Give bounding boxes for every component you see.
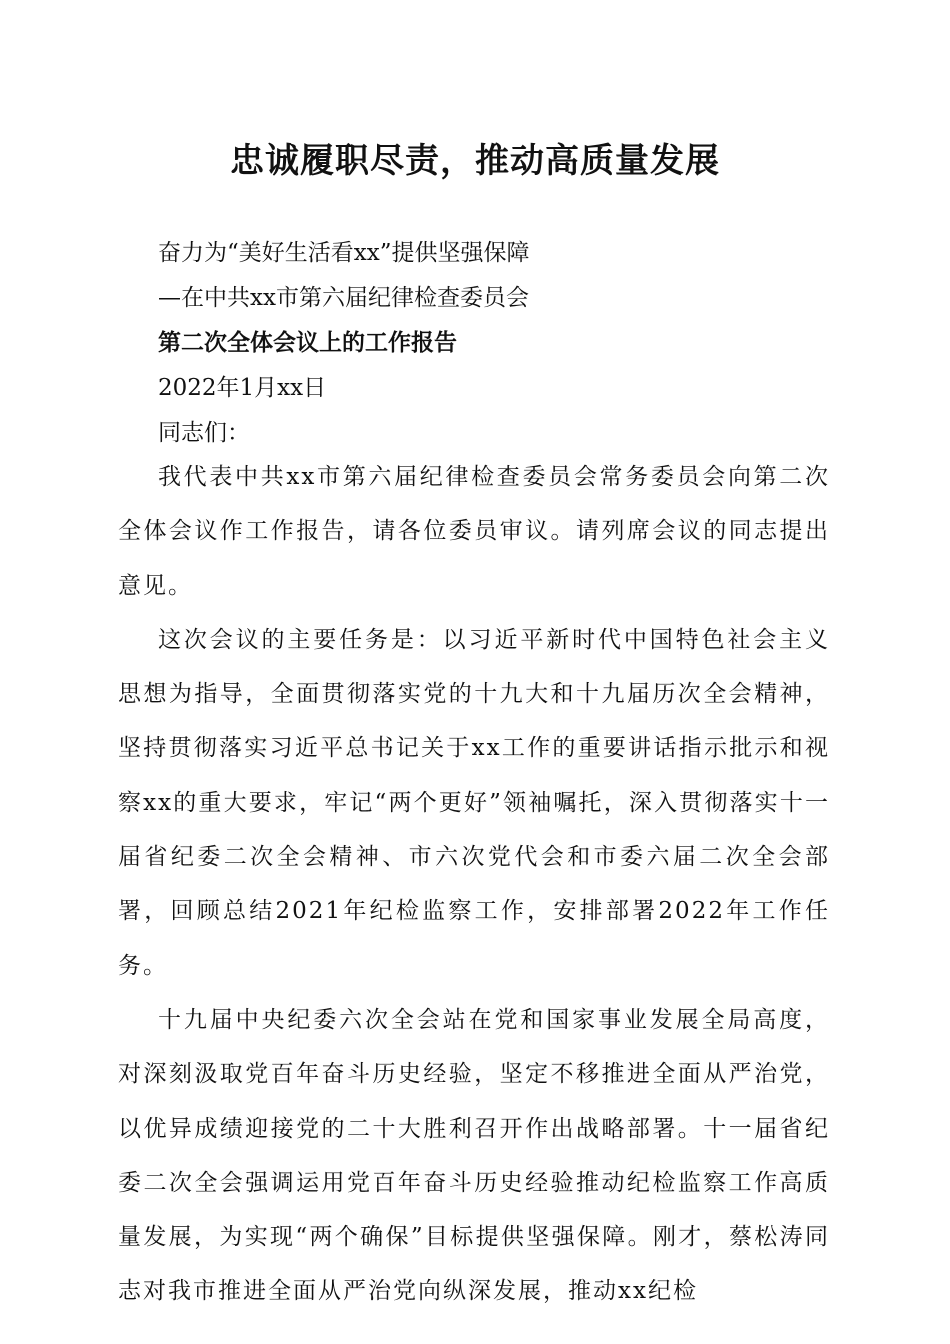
paragraph: 十九届中央纪委六次全会站在党和国家事业发展全局高度，对深刻汲取党百年奋斗历史经验，坚定不移推进全面从严治党，以优异成绩迎接党的二十大胜利召开作出战略部署。十一届省纪委二次全会强调运用党百年奋斗历史经验推动纪检监察工作高质量发展，为实现“两个确保”目标提供坚强保障。刚才，蔡松涛同志对我市推进全面从严治党向纵深发展，推动xx纪检 [118, 1006, 830, 1305]
report-date: 2022年1月xx日 [158, 375, 327, 401]
subtitle-line-2: —在中共xx市第六届纪律检查委员会 [158, 285, 529, 311]
paragraph: 这次会议的主要任务是：以习近平新时代中国特色社会主义思想为指导，全面贯彻落实党的十九大和十九届历次全会精神，坚持贯彻落实习近平总书记关于xx工作的重要讲话指示批示和视察xx的重大要求，牢记“两个更好”领袖嘱托，深入贯彻落实十一届省纪委二次全会精神、市六次党代会和市委六届二次全会部署，回顾总结2021年纪检监察工作，安排部署2022年工作任务。 [118, 626, 830, 979]
document-title: 忠诚履职尽责，推动高质量发展 [230, 141, 720, 181]
subtitle-line-3: 第二次全体会议上的工作报告 [158, 329, 457, 356]
paragraph: 我代表中共xx市第六届纪律检查委员会常务委员会向第二次全体会议作工作报告，请各位委员审议。请列席会议的同志提出意见。 [118, 464, 830, 599]
report-body [118, 450, 830, 1319]
subtitle-line-1: 奋力为“美好生活看xx”提供坚强保障 [158, 240, 530, 266]
salutation: 同志们： [158, 420, 250, 446]
